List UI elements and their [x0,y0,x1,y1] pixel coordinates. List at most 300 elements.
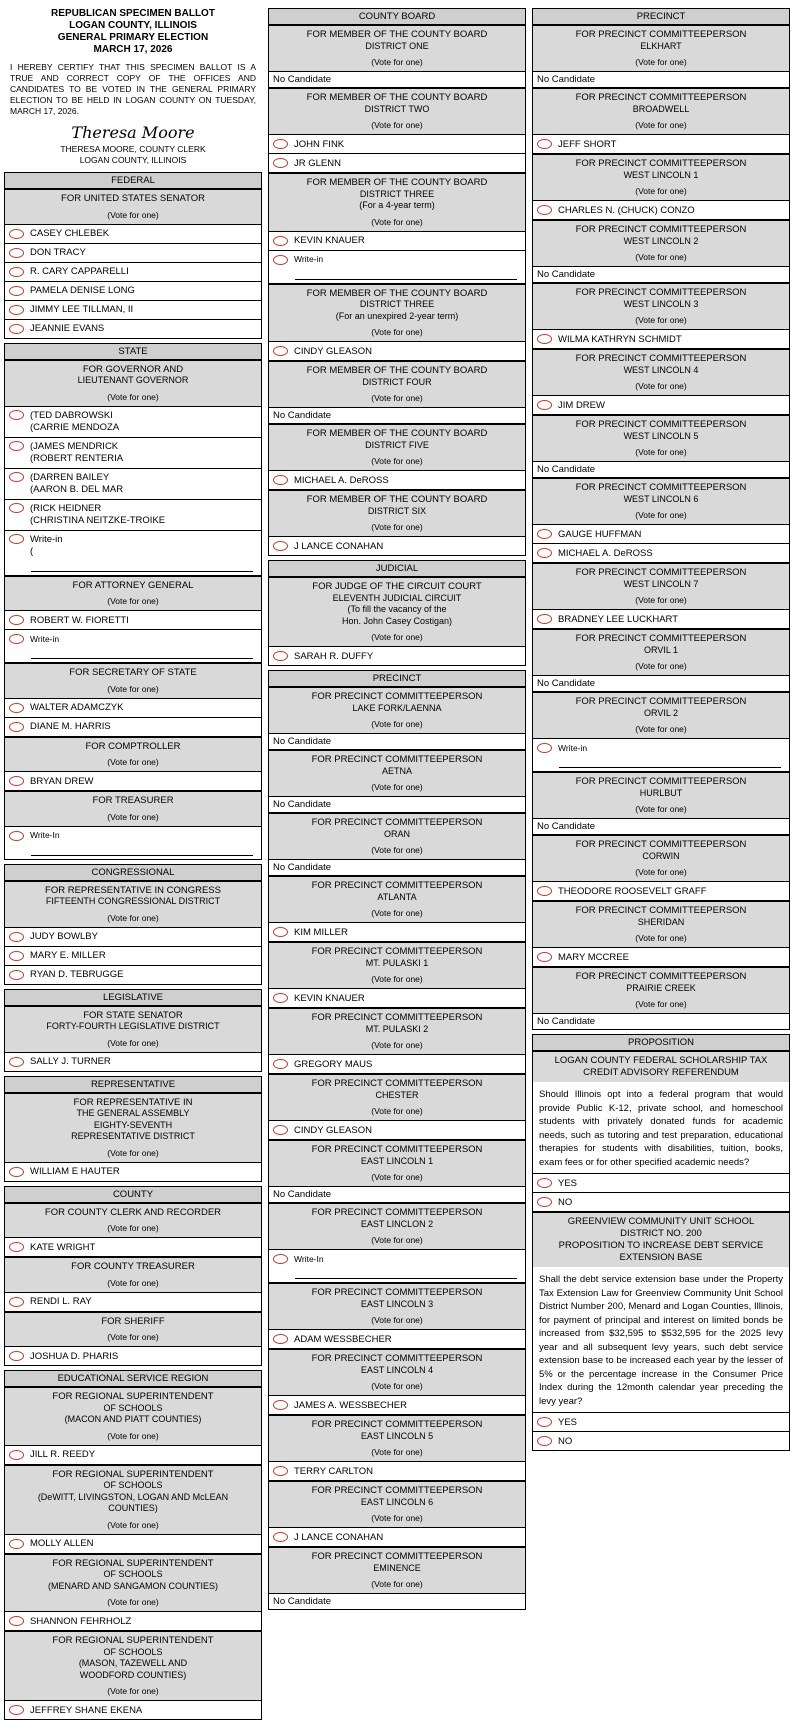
contest-title-line: WEST LINCOLN 4 [623,364,699,375]
candidate-option[interactable] [533,881,789,900]
write-in-line[interactable] [295,279,517,280]
contest-title-line: MT. PULASKI 1 [365,957,429,968]
candidate-option[interactable] [533,329,789,348]
vote-oval[interactable] [9,503,24,513]
vote-oval[interactable] [9,1351,24,1361]
contest-title-line: FOR PRECINCT COMMITTEEPERSON [311,1353,483,1364]
contest-title-line: FOR JUDGE OF THE CIRCUIT COURT [312,581,482,592]
vote-oval[interactable] [9,1539,24,1549]
candidate-option[interactable] [269,1527,525,1546]
candidate-option[interactable] [5,1292,261,1311]
vote-oval[interactable] [9,534,24,544]
proposition-box [532,1212,790,1451]
vote-oval[interactable] [9,286,24,296]
contest-title-line: EIGHTY-SEVENTH [93,1119,173,1130]
contest-title [5,792,261,812]
candidate-option[interactable] [533,134,789,153]
candidate-name: BRADNEY LEE LUCKHART [558,613,679,625]
contest-title [269,1009,525,1040]
vote-oval[interactable] [9,1705,24,1715]
proposition-title-line: DISTRICT NO. 200 [620,1228,702,1239]
vote-oval[interactable] [9,831,24,841]
vote-oval[interactable] [273,346,288,356]
vote-for-instruction: (Vote for one) [5,913,261,927]
candidate-option[interactable] [5,1346,261,1365]
vote-oval[interactable] [273,236,288,246]
write-in-label: Write-In [30,830,60,840]
candidate-option[interactable] [269,646,525,665]
candidate-name: JOHN FINK [294,138,345,150]
vote-oval[interactable] [9,932,24,942]
no-candidate-text: No Candidate [533,818,789,834]
contest-box [532,692,790,772]
proposition-option[interactable] [533,1412,789,1431]
contest-title [269,1350,525,1381]
candidate-option[interactable] [5,1445,261,1464]
section-header: STATE [4,343,262,360]
vote-oval[interactable] [273,1466,288,1476]
vote-for-instruction: (Vote for one) [269,632,525,646]
candidate-option[interactable] [5,319,261,338]
candidate-name: (JAMES MENDRICK [30,440,119,452]
vote-oval[interactable] [9,1297,24,1307]
proposition-option-label: YES [558,1416,578,1428]
vote-oval[interactable] [273,475,288,485]
contest-title-line: FOR TREASURER [92,795,174,806]
vote-for-instruction: (Vote for one) [269,1579,525,1593]
contest-title [269,26,525,57]
vote-oval[interactable] [9,776,24,786]
vote-oval[interactable] [273,139,288,149]
vote-for-instruction: (Vote for one) [269,57,525,71]
vote-oval[interactable] [273,993,288,1003]
vote-oval[interactable] [537,743,552,753]
candidate-option[interactable] [269,1329,525,1348]
contest-title-line: FOR PRECINCT COMMITTEEPERSON [311,754,483,765]
contest-title-line: OF SCHOOLS [103,1480,163,1490]
vote-for-instruction: (Vote for one) [533,381,789,395]
contest-box [4,1465,262,1554]
vote-for-instruction: (Vote for one) [269,1315,525,1329]
contest-title-line: FOR PRECINCT COMMITTEEPERSON [575,353,747,364]
candidate-option[interactable] [5,224,261,243]
candidate-option[interactable] [5,1237,261,1256]
candidate-option[interactable] [269,470,525,489]
write-in-line[interactable] [295,1278,517,1279]
section-header: REPRESENTATIVE [4,1076,262,1093]
candidate-name: CASEY CHLEBEK [30,228,110,239]
contest-title-line: (MASON, TAZEWELL AND [78,1658,188,1668]
vote-oval[interactable] [9,248,24,258]
vote-oval[interactable] [537,1436,552,1446]
candidate-name: JEFF SHORT [558,138,617,150]
contest-title-line: FOR COUNTY TREASURER [71,1261,195,1272]
contest-title [533,416,789,447]
candidate-option[interactable] [5,281,261,300]
candidate-name: BRYAN DREW [30,775,94,787]
candidate-option[interactable] [269,134,525,153]
candidate-option[interactable] [5,698,261,717]
vote-oval[interactable] [537,400,552,410]
write-in-line[interactable] [559,767,781,768]
contest-title-line: FOR PRECINCT COMMITTEEPERSON [311,1078,483,1089]
vote-oval[interactable] [9,305,24,315]
no-candidate-text: No Candidate [269,407,525,423]
vote-for-instruction: (Vote for one) [5,812,261,826]
write-in-second-label: ( [30,545,34,557]
candidate-option[interactable] [533,524,789,543]
contest-title-line: FOR PRECINCT COMMITTEEPERSON [575,633,747,644]
write-in-line[interactable] [31,658,253,659]
no-candidate-text: No Candidate [533,675,789,691]
contest-title-line: THE GENERAL ASSEMBLY [76,1108,190,1118]
contest-title-line: CHESTER [375,1089,419,1100]
contest-title [5,190,261,210]
contest-box [532,88,790,154]
contest-title-line: FOR STATE SENATOR [83,1009,183,1021]
vote-for-instruction: (Vote for one) [269,1235,525,1249]
proposition-title-line: LOGAN COUNTY FEDERAL SCHOLARSHIP TAX [554,1055,768,1066]
contest-box [268,1547,526,1610]
vote-oval[interactable] [9,1616,24,1626]
section-header: COUNTY BOARD [268,8,526,25]
contest-box [4,737,262,792]
candidate-name: SHANNON FEHRHOLZ [30,1615,132,1627]
contest-box [532,415,790,478]
vote-for-instruction: (Vote for one) [533,661,789,675]
contest-box [268,361,526,424]
vote-oval[interactable] [537,1417,552,1427]
contest-title [5,361,261,392]
write-in-label: Write-in [294,254,324,264]
vote-oval[interactable] [273,927,288,937]
candidate-option[interactable] [5,1700,261,1719]
vote-oval[interactable] [273,1532,288,1542]
candidate-name: KEVIN KNAUER [294,992,365,1004]
candidate-option[interactable] [5,1162,261,1181]
contest-title-line: FOR GOVERNOR AND [82,363,184,375]
contest-box [268,88,526,173]
contest-title [269,1141,525,1172]
vote-oval[interactable] [273,1059,288,1069]
vote-oval[interactable] [537,205,552,215]
vote-for-instruction: (Vote for one) [5,392,261,406]
write-in-line[interactable] [31,571,253,572]
candidate-option[interactable] [5,771,261,790]
contest-title-line: ELEVENTH JUDICIAL CIRCUIT [332,592,462,603]
contest-title [269,688,525,719]
vote-oval[interactable] [537,614,552,624]
contest-title [533,693,789,724]
contest-title-line: MT. PULASKI 2 [365,1023,429,1034]
candidate-option[interactable] [533,609,789,628]
write-in-ticket[interactable] [5,530,261,561]
candidate-name: JILL R. REEDY [30,1449,96,1460]
proposition-option[interactable] [533,1173,789,1192]
candidate-option[interactable] [269,231,525,250]
vote-oval[interactable] [9,634,24,644]
section-header: EDUCATIONAL SERVICE REGION [4,1370,262,1387]
candidate-option[interactable] [5,610,261,629]
contest-title-line: FOR PRECINCT COMMITTEEPERSON [575,92,747,103]
vote-for-instruction: (Vote for one) [269,327,525,341]
contest-title [269,1075,525,1106]
candidate-option[interactable] [269,1461,525,1480]
vote-oval[interactable] [273,541,288,551]
candidate-name: KEVIN KNAUER [294,235,365,246]
vote-oval[interactable] [273,255,288,265]
candidate-name: MICHAEL A. DeROSS [558,547,653,559]
vote-for-instruction: (Vote for one) [269,120,525,134]
contest-box [268,1349,526,1415]
contest-title-line: FOR PRECINCT COMMITTEEPERSON [575,482,747,493]
proposition-text: Should Illinois opt into a federal program that would provide Public K-12, private school, and homeschool students with privately donated funds for academic needs, such as tutoring and test preparation, educational therapies for students with disabilities, tuition, books, exam fees or for other specified academic needs? [539,1089,783,1168]
vote-for-instruction: (Vote for one) [533,57,789,71]
vote-oval[interactable] [9,229,24,239]
candidate-option[interactable] [5,927,261,946]
candidate-ticket[interactable] [5,406,261,437]
candidate-name: (RICK HEIDNER [30,502,102,514]
contest-box [268,1140,526,1203]
candidate-name: (TED DABROWSKI [30,409,113,421]
contest-title-line: PRAIRIE CREEK [626,982,696,993]
vote-oval[interactable] [537,952,552,962]
contest-box [532,967,790,1030]
candidate-name: RENDI L. RAY [30,1296,92,1307]
candidate-option[interactable] [5,243,261,262]
candidate-ticket[interactable] [5,499,261,530]
candidate-name: MOLLY ALLEN [30,1538,94,1549]
contest-title-line: ELKHART [640,40,682,51]
vote-oval[interactable] [537,529,552,539]
contest-title [269,89,525,120]
vote-oval[interactable] [273,1334,288,1344]
contest-box [532,835,790,901]
vote-oval[interactable] [273,651,288,661]
write-in-line[interactable] [31,855,253,856]
vote-for-instruction: (Vote for one) [533,933,789,947]
header-line-2: LOGAN COUNTY, ILLINOIS [69,20,197,31]
contest-title-line: DISTRICT FOUR [362,376,432,387]
contest-box [268,25,526,88]
contest-title [5,1007,261,1038]
running-mate-name: (CARRIE MENDOZA [30,421,120,433]
candidate-option[interactable] [5,946,261,965]
write-in-option[interactable] [269,1249,525,1268]
contest-box [532,154,790,220]
contest-title-line: EAST LINCOLN 5 [360,1430,434,1441]
vote-oval[interactable] [9,472,24,482]
write-in-option[interactable] [5,826,261,845]
vote-oval[interactable] [9,410,24,420]
vote-oval[interactable] [537,886,552,896]
write-in-option[interactable] [5,629,261,648]
contest-title-line: (DeWITT, LIVINGSTON, LOGAN AND McLEAN [37,1491,229,1502]
contest-title-line: DISTRICT TWO [364,103,430,114]
proposition-title-line: EXTENSION BASE [619,1252,703,1263]
vote-oval[interactable] [9,1450,24,1460]
write-in-option[interactable] [269,250,525,269]
candidate-option[interactable] [5,262,261,281]
contest-title [533,284,789,315]
contest-title-line: FOR COMPTROLLER [85,740,181,752]
candidate-name: DON TRACY [30,247,86,258]
candidate-name: DIANE M. HARRIS [30,721,111,732]
contest-title-line: LAKE FORK/LAENNA [352,702,442,713]
vote-oval[interactable] [537,548,552,558]
contest-title-line: FOR PRECINCT COMMITTEEPERSON [311,817,483,828]
contest-title-line: FIFTEENTH CONGRESSIONAL DISTRICT [45,896,221,906]
candidate-option[interactable] [5,965,261,984]
vote-for-instruction: (Vote for one) [533,724,789,738]
no-candidate-text: No Candidate [533,461,789,477]
vote-oval[interactable] [9,703,24,713]
certification-text: I HEREBY CERTIFY THAT THIS SPECIMEN BALLOT IS A TRUE AND CORRECT COPY OF THE OFFICES AND CANDIDATES TO BE VOTED IN THE GENERAL PRIMARY ELECTION TO BE HELD IN LOGAN COUNTY ON TUESDAY, MARCH 17, 2026. [10,62,256,116]
write-in-option[interactable] [533,738,789,757]
candidate-name: MARY E. MILLER [30,950,106,961]
vote-for-instruction: (Vote for one) [533,120,789,134]
no-candidate-text: No Candidate [269,859,525,875]
contest-title-line: WEST LINCOLN 7 [623,578,699,589]
candidate-option[interactable] [533,395,789,414]
contest-title [533,902,789,933]
contest-title [269,362,525,393]
no-candidate-text: No Candidate [269,71,525,87]
contest-box [268,813,526,876]
candidate-option[interactable] [533,947,789,966]
candidate-option[interactable] [5,1611,261,1630]
vote-oval[interactable] [537,334,552,344]
vote-for-instruction: (Vote for one) [269,1381,525,1395]
contest-title [533,221,789,252]
section-header: FEDERAL [4,172,262,189]
candidate-option[interactable] [269,536,525,555]
vote-oval[interactable] [9,324,24,334]
candidate-option[interactable] [269,1395,525,1414]
candidate-option[interactable] [269,1054,525,1073]
contest-title-line: FOR COUNTY CLERK AND RECORDER [44,1206,222,1218]
write-in-label: Write-in [30,533,63,545]
contest-box [4,1631,262,1720]
vote-oval[interactable] [273,1400,288,1410]
contest-title-line: SHERIDAN [637,916,685,927]
candidate-name: (DARREN BAILEY [30,471,110,483]
proposition-option[interactable] [533,1192,789,1211]
vote-oval[interactable] [273,1125,288,1135]
running-mate-name: (AARON B. DEL MAR [30,483,124,495]
vote-oval[interactable] [9,1057,24,1067]
candidate-option[interactable] [5,300,261,319]
contest-title-line: (For an unexpired 2-year term) [335,310,459,321]
contest-title-line: FOR MEMBER OF THE COUNTY BOARD [306,177,488,188]
ballot-header [4,4,262,168]
header-line-4: MARCH 17, 2026 [93,44,173,55]
contest-box [268,750,526,813]
contest-title [269,578,525,632]
vote-oval[interactable] [9,970,24,980]
vote-oval[interactable] [9,951,24,961]
vote-oval[interactable] [9,722,24,732]
section-header: PRECINCT [268,670,526,687]
contest-title-line: FOR PRECINCT COMMITTEEPERSON [311,1144,483,1155]
contest-title [5,664,261,684]
candidate-option[interactable] [5,717,261,736]
vote-for-instruction: (Vote for one) [533,595,789,609]
candidate-name: ADAM WESSBECHER [294,1333,392,1345]
contest-box [268,1481,526,1547]
contest-title-line: DISTRICT THREE [359,188,435,199]
candidate-option[interactable] [269,922,525,941]
section-header: PRECINCT [532,8,790,25]
contest-title-line: WEST LINCOLN 5 [623,430,699,441]
clerk-signature: Theresa Moore [71,123,195,142]
candidate-option[interactable] [5,1052,261,1071]
contest-box [4,1093,262,1182]
vote-oval[interactable] [537,139,552,149]
contest-title-line: FOR REGIONAL SUPERINTENDENT [52,1468,214,1480]
candidate-option[interactable] [533,543,789,562]
candidate-ticket[interactable] [5,468,261,499]
contest-title [269,174,525,217]
contest-box [532,563,790,629]
contest-title [533,836,789,867]
contest-title-line: FOR PRECINCT COMMITTEEPERSON [575,419,747,430]
contest-box [4,189,262,339]
contest-title-line: FOR PRECINCT COMMITTEEPERSON [575,971,747,982]
contest-title [5,577,261,597]
contest-title [533,630,789,661]
contest-title-line: FOR MEMBER OF THE COUNTY BOARD [306,494,488,505]
vote-oval[interactable] [273,158,288,168]
candidate-option[interactable] [269,153,525,172]
contest-title [533,968,789,999]
vote-oval[interactable] [273,1254,288,1264]
contest-box [268,173,526,284]
vote-for-instruction: (Vote for one) [269,1172,525,1186]
section-header: LEGISLATIVE [4,989,262,1006]
vote-oval[interactable] [9,1167,24,1177]
vote-for-instruction: (Vote for one) [5,1038,261,1052]
vote-oval[interactable] [9,1242,24,1252]
column-3-contests [532,8,790,1451]
candidate-option[interactable] [5,1534,261,1553]
contest-title-line: FOR PRECINCT COMMITTEEPERSON [575,776,747,787]
contest-title-line: EAST LINCOLN 4 [360,1364,434,1375]
candidate-option[interactable] [269,988,525,1007]
vote-oval[interactable] [537,1197,552,1207]
vote-oval[interactable] [9,267,24,277]
candidate-option[interactable] [269,1120,525,1139]
candidate-option[interactable] [269,341,525,360]
no-candidate-text: No Candidate [533,266,789,282]
vote-oval[interactable] [9,441,24,451]
proposition-option[interactable] [533,1431,789,1450]
vote-oval[interactable] [537,1178,552,1188]
vote-oval[interactable] [9,615,24,625]
vote-for-instruction: (Vote for one) [533,252,789,266]
contest-title-line: WOODFORD COUNTIES) [79,1669,187,1680]
candidate-option[interactable] [533,200,789,219]
contest-title [533,479,789,510]
candidate-name: MARY MCCREE [558,951,629,963]
candidate-name: WALTER ADAMCZYK [30,702,124,713]
candidate-ticket[interactable] [5,437,261,468]
section-header: COUNTY [4,1186,262,1203]
contest-box [4,576,262,664]
contest-box [4,1387,262,1465]
candidate-name: RYAN D. TEBRUGGE [30,969,124,980]
contest-title-line: REPRESENTATIVE DISTRICT [71,1131,195,1141]
